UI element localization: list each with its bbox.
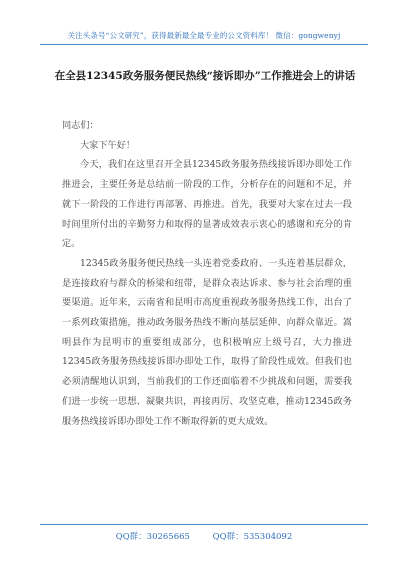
salutation: 同志们： bbox=[62, 120, 99, 131]
paragraph-opening: 今天，我们在这里召开全县12345政务服务热线接诉即办即处工作推进会，主要任务是总结前一阶段的工作，分析存在的问题和不足，并就下一阶段的工作进行再部署、再推进。首先，我要对大家在过去一段时间里所付出的辛勤努力和取得的显著成效表示衷心的感谢和充分的肯定。 bbox=[62, 159, 352, 250]
header-divider bbox=[40, 44, 368, 45]
footer-qq-group-1: QQ群：30265665 bbox=[115, 532, 190, 542]
document-title: 在全县12345政务服务便民热线“接诉即办”工作推进会上的讲话 bbox=[54, 70, 356, 82]
paragraph-hotline: 12345政务服务便民热线一头连着党委政府、一头连着基层群众，是连接政府与群众的桥梁和纽带，是群众表达诉求、参与社会治理的重要渠道。近年来，云南省和昆明市高度重视政务服务热线工作，出台了一系列政策措施，推动政务服务热线不断向基层延伸、向群众靠近。嵩明县作为昆明市的重要组成部分，也积极响应上级号召，大力推进12345政务服务热线接诉即办即处工作，取得了阶段性成效。但我们也必须清醒地认识到，当前我们的工作还面临着不少挑战和问题，需要我们进一步统一思想、凝聚共识，再接再厉、攻坚克难，推动12345政务服务热线接诉即办即处工作不断取得新的更大成效。 bbox=[62, 257, 352, 427]
header-banner: 关注头条号“公文研究”，获得最新最全最专业的公文资料库！ 微信：gongwenyj bbox=[67, 31, 341, 40]
footer-divider bbox=[40, 524, 368, 525]
footer bbox=[0, 530, 408, 542]
footer-qq-group-2: QQ群：535304092 bbox=[212, 532, 293, 542]
document-body bbox=[62, 116, 352, 431]
paragraph-greeting: 大家下午好！ bbox=[80, 139, 136, 151]
